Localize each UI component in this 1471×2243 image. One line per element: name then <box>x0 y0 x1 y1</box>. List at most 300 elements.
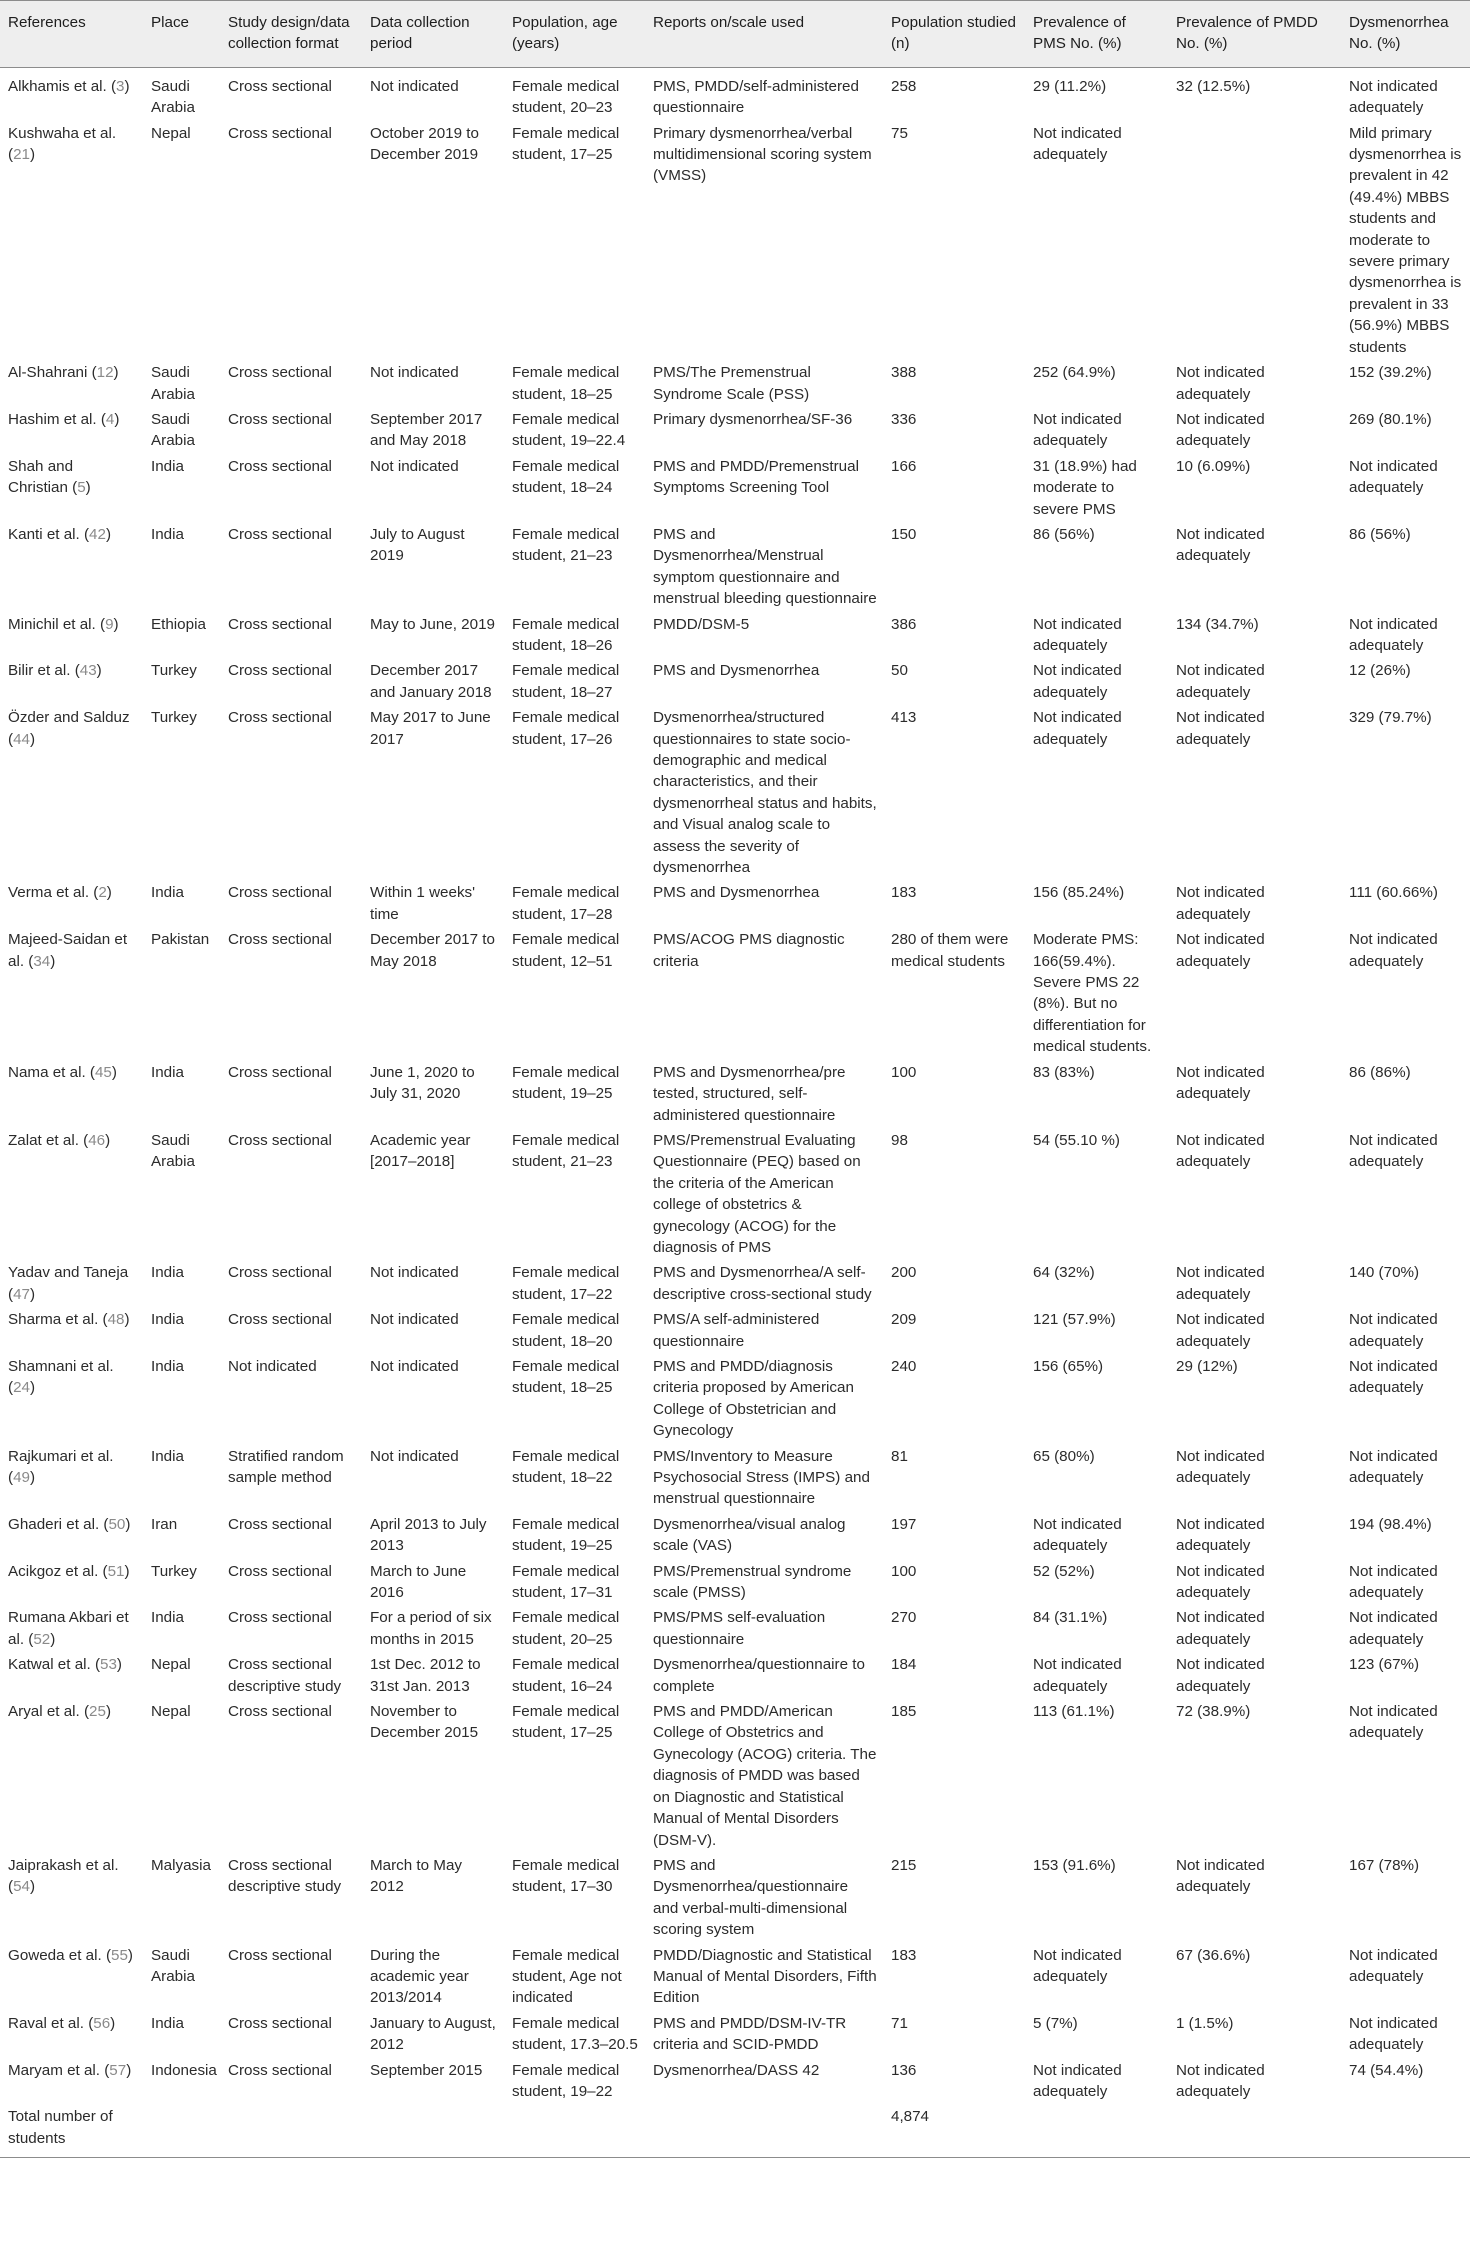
cell-scale-used: PMS and Dysmenorrhea/pre tested, structured, self-administered questionnaire <box>653 1063 846 1124</box>
cell-scale-used: PMS/A self-administered questionnaire <box>653 1311 820 1350</box>
reference-number-link[interactable]: 34 <box>33 952 51 970</box>
cell-data-collection-period: Not indicated <box>370 1264 459 1282</box>
cell-place: Saudi Arabia <box>151 1131 195 1171</box>
reference-author: Rajkumari et al. <box>8 1447 114 1465</box>
cell-population-age: Female medical student, 17–25 <box>512 124 620 164</box>
reference-author: Alkhamis et al. <box>8 77 107 95</box>
cell-study-design: Cross sectional descriptive study <box>228 1656 342 1695</box>
cell-pmdd-prevalence: Not indicated adequately <box>1176 1562 1265 1602</box>
header-row <box>0 1 1470 68</box>
cell-dysmenorrhea: 194 (98.4%) <box>1349 1515 1432 1533</box>
reference-number-link[interactable]: 50 <box>108 1515 126 1533</box>
cell-population-studied: 75 <box>891 124 908 142</box>
reference-number-link[interactable]: 45 <box>94 1063 112 1081</box>
cell-pmdd-prevalence: Not indicated adequately <box>1176 884 1265 923</box>
cell-dysmenorrhea: Not indicated adequately <box>1349 1703 1438 1742</box>
cell-pms-prevalence: 121 (57.9%) <box>1033 1311 1116 1329</box>
cell-pmdd-prevalence: Not indicated adequately <box>1176 709 1265 748</box>
cell-reference: Zalat et al. (46) <box>8 1131 111 1149</box>
table-row <box>0 406 1470 453</box>
reference-number-link[interactable]: 3 <box>116 77 125 95</box>
cell-data-collection-period: September 2015 <box>370 2061 483 2079</box>
reference-author: Kanti et al. <box>8 525 80 543</box>
cell-scale-used: PMS/ACOG PMS diagnostic criteria <box>653 931 845 970</box>
cell-data-collection-period: Academic year [2017–2018] <box>370 1131 471 1171</box>
table-row <box>0 359 1470 406</box>
cell-dysmenorrhea: 123 (67%) <box>1349 1656 1420 1674</box>
cell-scale-used: PMS/Premenstrual Evaluating Questionnaire (PEQ) based on the criteria of the American college of obstetrics & gynecology (ACOG) for the diagnosis of PMS <box>653 1131 861 1256</box>
cell-pms-prevalence: 29 (11.2%) <box>1033 77 1107 95</box>
cell-pmdd-prevalence: 32 (12.5%) <box>1176 77 1251 95</box>
cell-population-studied: 240 <box>891 1357 917 1375</box>
cell-study-design: Stratified random sample method <box>228 1447 344 1486</box>
cell-scale-used: PMDD/DSM-5 <box>653 615 750 633</box>
cell-data-collection-period: Not indicated <box>370 1357 459 1375</box>
reference-number-link[interactable]: 24 <box>13 1379 30 1397</box>
cell-data-collection-period: During the academic year 2013/2014 <box>370 1946 469 2007</box>
cell-reference: Sharma et al. (48) <box>8 1311 130 1329</box>
cell-pmdd-prevalence <box>1168 120 1341 359</box>
cell-population-age: Female medical student, 17–25 <box>512 1703 620 1742</box>
reference-number-link[interactable]: 43 <box>79 662 97 680</box>
cell-data-collection-period: 1st Dec. 2012 to 31st Jan. 2013 <box>370 1656 481 1695</box>
cell-population-age: Female medical student, 19–25 <box>512 1515 620 1555</box>
cell-place: Nepal <box>151 1656 191 1674</box>
table-row <box>0 1698 1470 1852</box>
cell-pms-prevalence: 65 (80%) <box>1033 1447 1095 1465</box>
cell-pmdd-prevalence: 1 (1.5%) <box>1176 2014 1234 2032</box>
cell-pms-prevalence: Not indicated adequately <box>1033 1656 1122 1695</box>
cell-dysmenorrhea: 74 (54.4%) <box>1349 2061 1424 2079</box>
cell-population-studied: 200 <box>891 1264 917 1282</box>
cell-population-age: Female medical student, 12–51 <box>512 931 620 970</box>
cell-scale-used: Dysmenorrhea/structured questionnaires to state socio-demographic and medical characteristics, and their dysmenorrheal status and habits, and Visual analog scale to assess the severity of dysmenorrhea <box>653 709 877 877</box>
cell-study-design: Cross sectional <box>228 77 332 95</box>
header-population-studied: Population studied (n) <box>883 1 1025 68</box>
cell-population-studied: 209 <box>891 1311 917 1329</box>
reference-author: Goweda et al. <box>8 1946 102 1964</box>
cell-pmdd-prevalence: Not indicated adequately <box>1176 1856 1265 1896</box>
cell-scale-used: PMS and Dysmenorrhea/Menstrual symptom questionnaire and menstrual bleeding questionnaire <box>653 525 877 608</box>
cell-pms-prevalence: 86 (56%) <box>1033 525 1095 543</box>
cell-pmdd-prevalence: Not indicated adequately <box>1176 1311 1265 1350</box>
cell-data-collection-period: Within 1 weeks' time <box>370 884 476 923</box>
total-row <box>0 2103 1470 2157</box>
cell-dysmenorrhea: Not indicated adequately <box>1349 1946 1438 1985</box>
cell-pms-prevalence: 83 (83%) <box>1033 1063 1095 1081</box>
cell-dysmenorrhea: 167 (78%) <box>1349 1856 1420 1874</box>
cell-data-collection-period: May to June, 2019 <box>370 615 495 633</box>
reference-author: Rumana Akbari et al. <box>8 1609 129 1648</box>
reference-number-link[interactable]: 2 <box>98 884 107 902</box>
header-data-collection-period: Data collection period <box>362 1 504 68</box>
table-row <box>0 1511 1470 1558</box>
reference-author: Aryal et al. <box>8 1703 80 1721</box>
cell-scale-used: PMS and PMDD/DSM-IV-TR criteria and SCID-PMDD <box>653 2014 847 2054</box>
cell-reference: Rumana Akbari et al. (52) <box>8 1609 129 1648</box>
cell-dysmenorrhea: Mild primary dysmenorrhea is prevalent in 42 (49.4%) MBBS students and moderate to severe primary dysmenorrhea is prevalent in 33 (56.9%) MBBS students <box>1349 124 1462 356</box>
cell-reference: Hashim et al. (4) <box>8 410 120 428</box>
cell-reference: Jaiprakash et al. (54) <box>8 1856 119 1896</box>
cell-population-studied: 270 <box>891 1609 917 1627</box>
cell-scale-used: PMS/Premenstrual syndrome scale (PMSS) <box>653 1562 852 1602</box>
reference-number-link[interactable]: 57 <box>109 2061 127 2079</box>
table-row <box>0 1942 1470 2010</box>
cell-dysmenorrhea: Not indicated adequately <box>1349 1357 1438 1397</box>
cell-study-design: Cross sectional <box>228 2061 332 2079</box>
empty-cell <box>1341 2103 1470 2157</box>
cell-population-age: Female medical student, 17–30 <box>512 1856 620 1896</box>
reference-number-link[interactable]: 42 <box>89 525 106 543</box>
cell-study-design: Cross sectional <box>228 410 332 428</box>
cell-study-design: Cross sectional <box>228 1131 332 1149</box>
cell-data-collection-period: January to August, 2012 <box>370 2014 496 2054</box>
cell-reference: Kanti et al. (42) <box>8 525 112 543</box>
cell-population-studied: 197 <box>891 1515 917 1533</box>
cell-pmdd-prevalence: Not indicated adequately <box>1176 1609 1265 1648</box>
cell-population-age: Female medical student, 21–23 <box>512 1131 620 1171</box>
cell-data-collection-period: September 2017 and May 2018 <box>370 410 483 450</box>
cell-data-collection-period: March to May 2012 <box>370 1856 462 1896</box>
reference-author: Shah and Christian <box>8 457 74 497</box>
cell-pmdd-prevalence: Not indicated adequately <box>1176 2061 1265 2100</box>
cell-reference: Rajkumari et al. (49) <box>8 1447 114 1486</box>
cell-study-design: Cross sectional <box>228 1703 332 1721</box>
cell-place: Saudi Arabia <box>151 410 195 450</box>
cell-data-collection-period: Not indicated <box>370 1447 459 1465</box>
total-label: Total number of students <box>0 2103 143 2157</box>
reference-author: Verma et al. <box>8 884 90 902</box>
table-row <box>0 926 1470 1058</box>
cell-study-design: Cross sectional <box>228 1609 332 1627</box>
reference-author: Sharma et al. <box>8 1311 99 1329</box>
cell-dysmenorrhea: Not indicated adequately <box>1349 1562 1438 1602</box>
cell-population-studied: 50 <box>891 662 908 680</box>
table-row <box>0 453 1470 521</box>
cell-data-collection-period: May 2017 to June 2017 <box>370 709 491 748</box>
cell-dysmenorrhea: 329 (79.7%) <box>1349 709 1432 727</box>
cell-study-design: Cross sectional <box>228 364 332 382</box>
table-row <box>0 1259 1470 1306</box>
cell-pms-prevalence: Not indicated adequately <box>1033 615 1122 654</box>
cell-population-studied: 185 <box>891 1703 917 1721</box>
cell-study-design: Cross sectional <box>228 931 332 949</box>
cell-population-studied: 98 <box>891 1131 908 1149</box>
header-pms-prevalence: Prevalence of PMS No. (%) <box>1025 1 1168 68</box>
cell-place: India <box>151 525 184 543</box>
cell-place: Ethiopia <box>151 615 206 633</box>
cell-scale-used: PMS and PMDD/American College of Obstetrics and Gynecology (ACOG) criteria. The diagnosis of PMDD was based on Diagnostic and Statistical Manual of Mental Disorders (DSM-V). <box>653 1703 877 1849</box>
table-row <box>0 67 1470 119</box>
reference-number-link[interactable]: 5 <box>77 479 86 497</box>
table-row <box>0 1059 1470 1127</box>
cell-place: India <box>151 457 184 475</box>
cell-reference: Kushwaha et al. (21) <box>8 124 117 164</box>
cell-pms-prevalence: 156 (85.24%) <box>1033 884 1125 902</box>
reference-number-link[interactable]: 52 <box>33 1630 51 1648</box>
cell-population-studied: 388 <box>891 364 917 382</box>
table-row <box>0 521 1470 611</box>
cell-study-design: Cross sectional <box>228 1063 332 1081</box>
cell-dysmenorrhea: Not indicated adequately <box>1349 1447 1438 1486</box>
empty-cell <box>143 2103 220 2157</box>
table-row <box>0 2010 1470 2057</box>
header-pmdd-prevalence: Prevalence of PMDD No. (%) <box>1168 1 1341 68</box>
cell-place: Turkey <box>151 709 197 727</box>
cell-population-age: Female medical student, 18–27 <box>512 662 620 701</box>
cell-scale-used: PMS and Dysmenorrhea/A self-descriptive cross-sectional study <box>653 1264 872 1303</box>
reference-author: Ghaderi et al. <box>8 1515 100 1533</box>
cell-population-age: Female medical student, 18–20 <box>512 1311 620 1350</box>
cell-population-studied: 166 <box>891 457 917 475</box>
cell-reference: Alkhamis et al. (3) <box>8 77 130 95</box>
header-place: Place <box>143 1 220 68</box>
cell-pms-prevalence: Not indicated adequately <box>1033 662 1122 701</box>
cell-data-collection-period: Not indicated <box>370 1311 459 1329</box>
reference-author: Jaiprakash et al. <box>8 1856 119 1874</box>
cell-pms-prevalence: 113 (61.1%) <box>1033 1703 1115 1721</box>
reference-author: Bilir et al. <box>8 662 71 680</box>
header-study-design: Study design/data collection format <box>220 1 362 68</box>
cell-place: India <box>151 1311 184 1329</box>
cell-reference: Raval et al. (56) <box>8 2014 116 2032</box>
cell-dysmenorrhea: Not indicated adequately <box>1349 77 1438 117</box>
cell-population-age: Female medical student, 16–24 <box>512 1656 620 1695</box>
cell-pms-prevalence: 252 (64.9%) <box>1033 364 1116 382</box>
cell-population-studied: 280 of them were medical students <box>891 931 1009 970</box>
cell-reference: Aryal et al. (25) <box>8 1703 111 1721</box>
cell-population-studied: 215 <box>891 1856 917 1874</box>
cell-pms-prevalence: 52 (52%) <box>1033 1562 1095 1580</box>
cell-place: Turkey <box>151 1562 197 1580</box>
cell-population-age: Female medical student, 20–23 <box>512 77 620 117</box>
cell-pms-prevalence: Not indicated adequately <box>1033 410 1122 450</box>
cell-pms-prevalence: 64 (32%) <box>1033 1264 1095 1282</box>
cell-population-studied: 386 <box>891 615 917 633</box>
total-population: 4,874 <box>883 2103 1025 2157</box>
cell-reference: Özder and Salduz (44) <box>8 709 130 748</box>
cell-population-age: Female medical student, 19–25 <box>512 1063 620 1103</box>
reference-author: Katwal et al. <box>8 1656 91 1674</box>
cell-pmdd-prevalence: 134 (34.7%) <box>1176 615 1259 633</box>
reference-number-link[interactable]: 25 <box>89 1703 106 1721</box>
cell-population-age: Female medical student, 17.3–20.5 <box>512 2014 638 2054</box>
cell-data-collection-period: April 2013 to July 2013 <box>370 1515 487 1555</box>
cell-reference: Shah and Christian (5) <box>8 457 91 497</box>
cell-scale-used: Dysmenorrhea/questionnaire to complete <box>653 1656 865 1695</box>
cell-place: Saudi Arabia <box>151 77 195 117</box>
reference-number-link[interactable]: 54 <box>13 1878 30 1896</box>
cell-scale-used: Dysmenorrhea/DASS 42 <box>653 2061 820 2079</box>
reference-number-link[interactable]: 49 <box>13 1469 30 1486</box>
cell-population-studied: 150 <box>891 525 917 543</box>
reference-number-link[interactable]: 47 <box>13 1285 30 1303</box>
cell-pmdd-prevalence: Not indicated adequately <box>1176 410 1265 450</box>
cell-scale-used: PMS, PMDD/self-administered questionnaire <box>653 77 859 117</box>
cell-data-collection-period: March to June 2016 <box>370 1562 467 1602</box>
cell-place: India <box>151 1264 184 1282</box>
header-scale-used: Reports on/scale used <box>645 1 883 68</box>
cell-pmdd-prevalence: 29 (12%) <box>1176 1357 1238 1375</box>
cell-pms-prevalence: Not indicated adequately <box>1033 1515 1122 1555</box>
cell-dysmenorrhea: Not indicated adequately <box>1349 2014 1438 2054</box>
cell-study-design: Cross sectional <box>228 525 332 543</box>
empty-cell <box>1025 2103 1168 2157</box>
cell-data-collection-period: July to August 2019 <box>370 525 465 565</box>
cell-scale-used: PMS and Dysmenorrhea/questionnaire and verbal-multi-dimensional scoring system <box>653 1856 849 1939</box>
cell-scale-used: PMS/Inventory to Measure Psychosocial Stress (IMPS) and menstrual questionnaire <box>653 1447 870 1508</box>
cell-reference: Al-Shahrani (12) <box>8 364 119 382</box>
cell-reference: Nama et al. (45) <box>8 1063 117 1081</box>
cell-data-collection-period: Not indicated <box>370 457 459 475</box>
cell-population-age: Female medical student, 19–22.4 <box>512 410 626 450</box>
cell-pmdd-prevalence: Not indicated adequately <box>1176 525 1265 565</box>
cell-study-design: Cross sectional <box>228 2014 332 2032</box>
cell-population-age: Female medical student, 21–23 <box>512 525 620 565</box>
cell-dysmenorrhea: Not indicated adequately <box>1349 457 1438 497</box>
reference-number-link[interactable]: 51 <box>107 1562 125 1580</box>
cell-reference: Yadav and Taneja (47) <box>8 1264 129 1303</box>
reference-number-link[interactable]: 55 <box>111 1946 128 1964</box>
reference-author: Özder and Salduz <box>8 709 130 727</box>
cell-pms-prevalence: Not indicated adequately <box>1033 1946 1122 1985</box>
cell-population-studied: 71 <box>891 2014 908 2032</box>
cell-scale-used: PMS and Dysmenorrhea <box>653 662 820 680</box>
cell-pmdd-prevalence: Not indicated adequately <box>1176 1264 1265 1303</box>
cell-population-age: Female medical student, Age not indicated <box>512 1946 622 2007</box>
cell-population-age: Female medical student, 17–22 <box>512 1264 620 1303</box>
table-row <box>0 2057 1470 2104</box>
cell-data-collection-period: November to December 2015 <box>370 1703 479 1742</box>
table-row <box>0 1353 1470 1443</box>
cell-pmdd-prevalence: Not indicated adequately <box>1176 931 1265 970</box>
reference-number-link[interactable]: 44 <box>13 730 30 748</box>
cell-pmdd-prevalence: Not indicated adequately <box>1176 1131 1265 1171</box>
table-row <box>0 657 1470 704</box>
reference-author: Yadav and Taneja <box>8 1264 129 1282</box>
table-row <box>0 1306 1470 1353</box>
reference-number-link[interactable]: 46 <box>88 1131 106 1149</box>
cell-dysmenorrhea: 12 (26%) <box>1349 662 1411 680</box>
cell-pms-prevalence: Not indicated adequately <box>1033 124 1122 164</box>
cell-pmdd-prevalence: Not indicated adequately <box>1176 364 1265 403</box>
reference-author: Nama et al. <box>8 1063 86 1081</box>
cell-data-collection-period: For a period of six months in 2015 <box>370 1609 492 1648</box>
cell-study-design: Cross sectional <box>228 124 332 142</box>
cell-study-design: Not indicated <box>228 1357 317 1375</box>
table-row <box>0 879 1470 926</box>
reference-number-link[interactable]: 12 <box>96 364 114 382</box>
reference-author: Shamnani et al. <box>8 1357 114 1375</box>
cell-population-studied: 413 <box>891 709 917 727</box>
cell-study-design: Cross sectional <box>228 615 332 633</box>
reference-author: Al-Shahrani <box>8 364 88 382</box>
cell-dysmenorrhea: 140 (70%) <box>1349 1264 1420 1282</box>
reference-number-link[interactable]: 9 <box>105 615 114 633</box>
cell-pmdd-prevalence: Not indicated adequately <box>1176 1063 1265 1103</box>
cell-dysmenorrhea: Not indicated adequately <box>1349 1131 1438 1171</box>
cell-population-age: Female medical student, 17–31 <box>512 1562 620 1602</box>
cell-scale-used: Primary dysmenorrhea/verbal multidimensional scoring system (VMSS) <box>653 124 872 185</box>
cell-pmdd-prevalence: 67 (36.6%) <box>1176 1946 1251 1964</box>
reference-number-link[interactable]: 56 <box>93 2014 111 2032</box>
cell-pms-prevalence: 153 (91.6%) <box>1033 1856 1116 1874</box>
cell-reference: Katwal et al. (53) <box>8 1656 122 1674</box>
reference-author: Raval et al. <box>8 2014 84 2032</box>
reference-number-link[interactable]: 48 <box>107 1311 125 1329</box>
cell-population-studied: 136 <box>891 2061 917 2079</box>
cell-reference: Maryam et al. (57) <box>8 2061 132 2079</box>
table-row <box>0 611 1470 658</box>
cell-pms-prevalence: Not indicated adequately <box>1033 2061 1122 2100</box>
cell-dysmenorrhea: 86 (56%) <box>1349 525 1411 543</box>
cell-study-design: Cross sectional <box>228 709 332 727</box>
cell-population-age: Female medical student, 17–26 <box>512 709 620 748</box>
reference-author: Maryam et al. <box>8 2061 100 2079</box>
table-row <box>0 1651 1470 1698</box>
cell-scale-used: PMS and Dysmenorrhea <box>653 884 820 902</box>
cell-place: India <box>151 2014 184 2032</box>
cell-scale-used: PMDD/Diagnostic and Statistical Manual of Mental Disorders, Fifth Edition <box>653 1946 877 2007</box>
empty-cell <box>1168 2103 1341 2157</box>
table-row <box>0 1852 1470 1942</box>
reference-author: Hashim et al. <box>8 410 97 428</box>
cell-data-collection-period: June 1, 2020 to July 31, 2020 <box>370 1063 475 1103</box>
cell-place: India <box>151 1609 184 1627</box>
empty-cell <box>645 2103 883 2157</box>
cell-dysmenorrhea: 269 (80.1%) <box>1349 410 1432 428</box>
table-row <box>0 1443 1470 1511</box>
cell-population-studied: 336 <box>891 410 917 428</box>
cell-pmdd-prevalence: Not indicated adequately <box>1176 1447 1265 1486</box>
reference-number-link[interactable]: 21 <box>13 146 30 164</box>
cell-place: India <box>151 1357 184 1375</box>
reference-number-link[interactable]: 53 <box>100 1656 117 1674</box>
cell-study-design: Cross sectional <box>228 1311 332 1329</box>
cell-pmdd-prevalence: 72 (38.9%) <box>1176 1703 1251 1721</box>
cell-pms-prevalence: 84 (31.1%) <box>1033 1609 1108 1627</box>
cell-population-studied: 184 <box>891 1656 917 1674</box>
cell-reference: Verma et al. (2) <box>8 884 112 902</box>
table-row <box>0 1604 1470 1651</box>
table-body <box>0 67 1470 2157</box>
cell-place: India <box>151 1063 184 1081</box>
cell-scale-used: Dysmenorrhea/visual analog scale (VAS) <box>653 1515 846 1555</box>
cell-place: Saudi Arabia <box>151 1946 195 1985</box>
cell-place: Turkey <box>151 662 197 680</box>
cell-place: Nepal <box>151 124 191 142</box>
cell-study-design: Cross sectional <box>228 1264 332 1282</box>
cell-study-design: Cross sectional <box>228 1562 332 1580</box>
cell-population-studied: 100 <box>891 1063 917 1081</box>
cell-pmdd-prevalence: Not indicated adequately <box>1176 662 1265 701</box>
cell-scale-used: Primary dysmenorrhea/SF-36 <box>653 410 853 428</box>
table-header <box>0 1 1470 68</box>
cell-pms-prevalence: 54 (55.10 %) <box>1033 1131 1120 1149</box>
cell-population-age: Female medical student, 18–25 <box>512 1357 620 1397</box>
cell-place: Malyasia <box>151 1856 211 1874</box>
cell-place: India <box>151 1447 184 1465</box>
reference-number-link[interactable]: 4 <box>105 410 115 428</box>
cell-population-studied: 100 <box>891 1562 917 1580</box>
cell-study-design: Cross sectional <box>228 457 332 475</box>
cell-dysmenorrhea: 152 (39.2%) <box>1349 364 1432 382</box>
cell-pmdd-prevalence: Not indicated adequately <box>1176 1656 1265 1695</box>
cell-pms-prevalence: 5 (7%) <box>1033 2014 1078 2032</box>
table-row <box>0 120 1470 359</box>
cell-pms-prevalence: Not indicated adequately <box>1033 709 1122 748</box>
cell-scale-used: PMS/PMS self-evaluation questionnaire <box>653 1609 826 1648</box>
